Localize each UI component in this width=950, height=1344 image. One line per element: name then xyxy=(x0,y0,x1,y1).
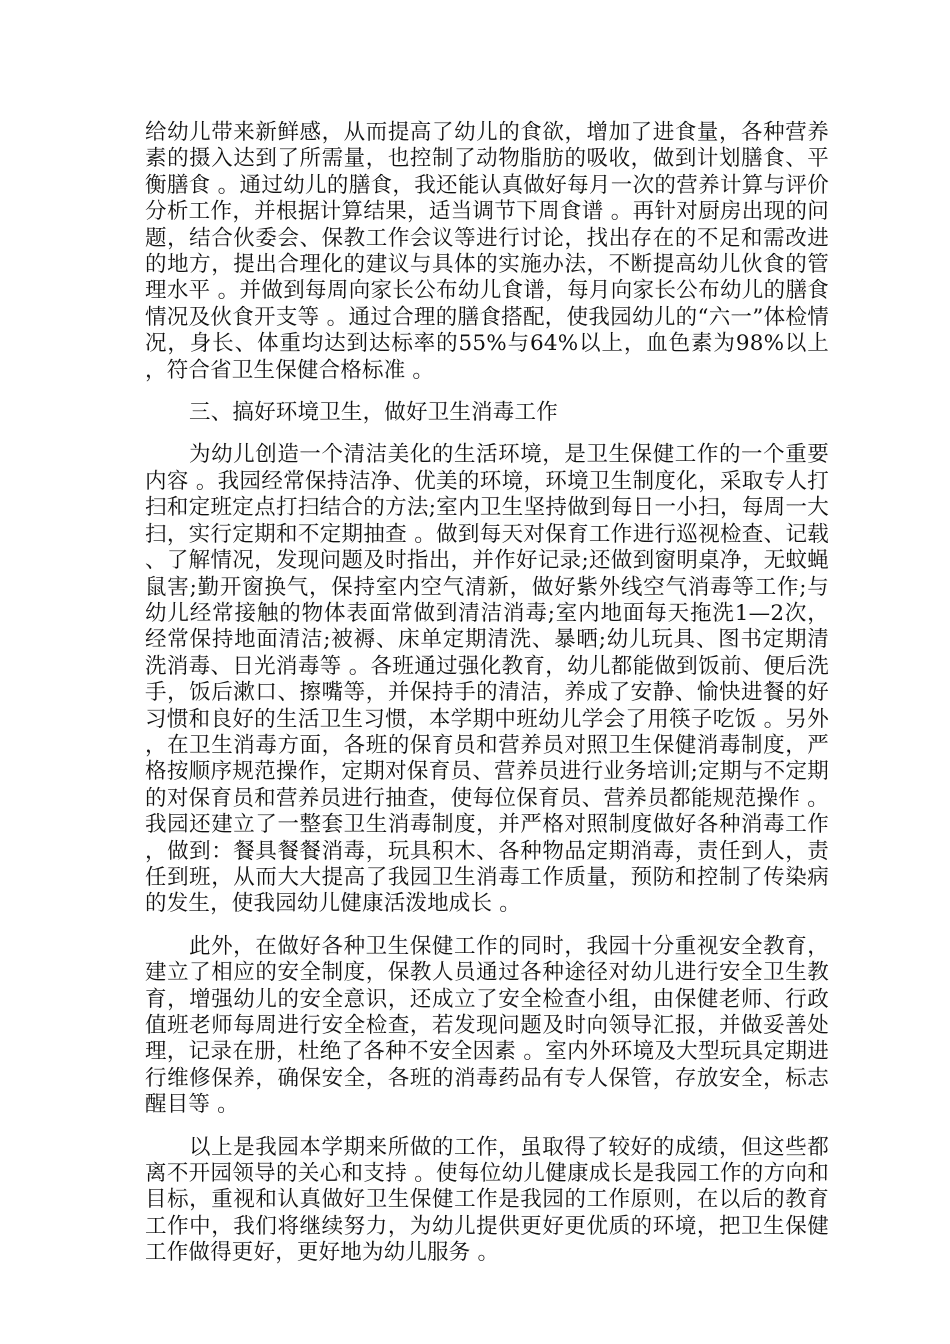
paragraph-conclusion: 以上是我园本学期来所做的工作，虽取得了较好的成绩，但这些都离不开园领导的关心和支持 。使每位幼儿健康成长是我园工作的方向和目标，重视和认真做好卫生保健工作是我园的工作原则，在以后的教育工作中，我们将继续努力，为幼儿提供更好更优质的环境，把卫生保健工作做得更好，更好地为幼儿服务 。 xyxy=(145,1134,829,1266)
paragraph-environment-hygiene: 为幼儿创造一个清洁美化的生活环境，是卫生保健工作的一个重要内容 。我园经常保持洁净、优美的环境，环境卫生制度化，采取专人打扫和定班定点打扫结合的方法;室内卫生坚持做到每日一小扫，每周一大扫，实行定期和不定期抽查 。做到每天对保育工作进行巡视检查、记载、了解情况，发现问题及时指出，并作好记录;还做到窗明桌净，无蚊蝇鼠害;勤开窗换气，保持室内空气清新，做好紫外线空气消毒等工作;与幼儿经常接触的物体表面常做到清洁消毒;室内地面每天拖洗1—2次，经常保持地面清洁;被褥、床单定期清洗、暴晒;幼儿玩具、图书定期清洗消毒、日光消毒等 。各班通过强化教育，幼儿都能做到饭前、便后洗手，饭后漱口、擦嘴等，并保持手的清洁，养成了安静、愉快进餐的好习惯和良好的生活卫生习惯，本学期中班幼儿学会了用筷子吃饭 。另外，在卫生消毒方面，各班的保育员和营养员对照卫生保健消毒制度，严格按顺序规范操作，定期对保育员、营养员进行业务培训;定期与不定期的对保育员和营养员进行抽查，使每位保育员、营养员都能规范操作 。我园还建立了一整套卫生消毒制度，并严格对照制度做好各种消毒工作，做到：餐具餐餐消毒，玩具积木、各种物品定期消毒，责任到人，责任到班，从而大大提高了我园卫生消毒工作质量，预防和控制了传染病的发生，使我园幼儿健康活泼地成长 。 xyxy=(145,442,829,917)
section-heading-environment-hygiene: 三、搞好环境卫生，做好卫生消毒工作 xyxy=(189,400,558,426)
document-page xyxy=(145,120,829,1267)
paragraph-meals: 给幼儿带来新鲜感，从而提高了幼儿的食欲，增加了进食量，各种营养素的摄入达到了所需量，也控制了动物脂肪的吸收，做到计划膳食、平衡膳食 。通过幼儿的膳食，我还能认真做好每月一次的营养计算与评价分析工作，并根据计算结果，适当调节下周食谱 。再针对厨房出现的问题，结合伙委会、保教工作会议等进行讨论，找出存在的不足和需改进的地方，提出合理化的建议与具体的实施办法，不断提高幼儿伙食的管理水平 。并做到每周向家长公布幼儿食谱，每月向家长公布幼儿的膳食情况及伙食开支等 。通过合理的膳食搭配，使我园幼儿的“六一”体检情况，身长、体重均达到达标率的55%与64%以上，血色素为98%以上，符合省卫生保健合格标准 。 xyxy=(145,120,829,383)
paragraph-safety-education: 此外，在做好各种卫生保健工作的同时，我园十分重视安全教育，建立了相应的安全制度，保教人员通过各种途径对幼儿进行安全卫生教育，增强幼儿的安全意识，还成立了安全检查小组，由保健老师、行政值班老师每周进行安全检查，若发现问题及时向领导汇报，并做妥善处理，记录在册，杜绝了各种不安全因素 。室内外环境及大型玩具定期进行维修保养，确保安全，各班的消毒药品有专人保管，存放安全，标志醒目等 。 xyxy=(145,933,829,1118)
